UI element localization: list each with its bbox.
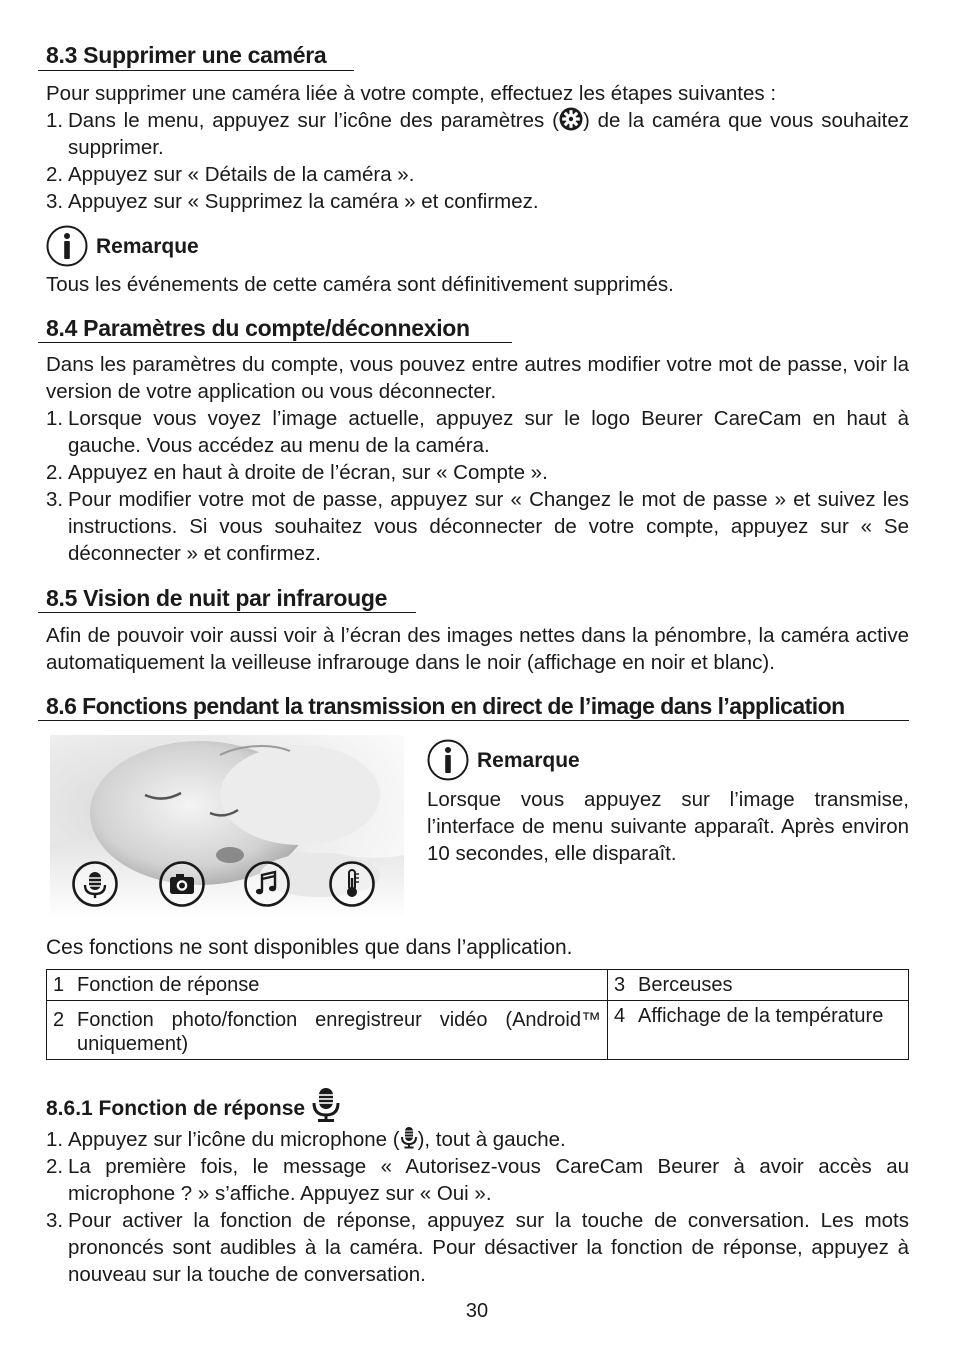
table-cell bbox=[608, 970, 909, 1001]
section-8-6-1-title: 8.6.1 Fonction de réponse bbox=[46, 1097, 306, 1120]
step-number: 3. bbox=[46, 190, 64, 213]
section-8-4-steps bbox=[46, 405, 909, 567]
section-8-5-text: Afin de pouvoir voir aussi voir à l’écran des images nettes dans la pénombre, la caméra active automatiquement la veilleuse infrarouge dans le noir (affichage en noir et blanc). bbox=[46, 624, 909, 674]
live-image-photo bbox=[50, 735, 404, 919]
step-number: 1. bbox=[46, 1128, 64, 1151]
section-8-4-title: 8.4 Paramètres du compte/déconnexion bbox=[46, 315, 470, 341]
note-label: Remarque bbox=[96, 234, 199, 258]
step-text: Lorsque vous voyez l’image actuelle, appuyez sur le logo Beurer CareCam en haut à gauche. Vous accédez au menu de la caméra. bbox=[68, 407, 909, 457]
step-text: Appuyez sur l’icône du microphone ( bbox=[68, 1128, 400, 1151]
step-text: Dans le menu, appuyez sur l’icône des paramètres ( bbox=[68, 109, 559, 132]
list-item bbox=[46, 1207, 909, 1288]
camera-icon[interactable] bbox=[159, 861, 205, 907]
section-8-3-steps bbox=[46, 107, 909, 215]
section-divider bbox=[38, 720, 909, 721]
note-header bbox=[427, 739, 580, 781]
cell-text: Fonction de réponse bbox=[77, 974, 260, 996]
info-icon bbox=[46, 225, 88, 267]
mic-icon[interactable] bbox=[72, 861, 118, 907]
gear-icon bbox=[559, 107, 583, 131]
table-cell bbox=[47, 970, 608, 1001]
step-number: 1. bbox=[46, 109, 64, 132]
step-text: ), tout à gauche. bbox=[417, 1128, 566, 1151]
cell-text: Affichage de la température bbox=[638, 1005, 884, 1027]
step-text: Pour activer la fonction de réponse, appuyez sur la touche de conversation. Les mots prononcés sont audibles à la caméra. Pour désactiver la fonction de réponse, appuyez à nouveau sur la touche de conversation. bbox=[68, 1209, 909, 1286]
step-number: 2. bbox=[46, 163, 64, 186]
lullaby-music-icon[interactable] bbox=[244, 861, 290, 907]
cell-number: 3 bbox=[614, 974, 626, 996]
note-text: Lorsque vous appuyez sur l’image transmise, l’interface de menu suivante apparaît. Après environ 10 secondes, elle disparaît. bbox=[427, 788, 909, 865]
info-icon bbox=[427, 739, 469, 781]
note-header bbox=[46, 225, 199, 267]
availability-text: Ces fonctions ne sont disponibles que dans l’application. bbox=[46, 936, 573, 959]
table-row bbox=[47, 1001, 909, 1060]
section-divider bbox=[38, 70, 354, 71]
microphone-icon bbox=[400, 1126, 418, 1150]
section-8-6-1-heading bbox=[46, 1086, 341, 1124]
cell-number: 4 bbox=[614, 1005, 626, 1027]
section-8-3-intro: Pour supprimer une caméra liée à votre compte, effectuez les étapes suivantes : bbox=[46, 82, 777, 105]
section-divider bbox=[38, 612, 416, 613]
section-8-3-title: 8.3 Supprimer une caméra bbox=[46, 42, 327, 68]
functions-table bbox=[46, 969, 909, 1060]
step-number: 1. bbox=[46, 407, 64, 430]
step-text: Appuyez sur « Supprimez la caméra » et confirmez. bbox=[68, 190, 539, 213]
section-8-6-title: 8.6 Fonctions pendant la transmission en direct de l’image dans l’application bbox=[46, 693, 845, 719]
list-item bbox=[46, 1153, 909, 1207]
cell-number: 1 bbox=[53, 974, 65, 996]
step-number: 2. bbox=[46, 1155, 64, 1178]
step-text: Pour modifier votre mot de passe, appuyez sur « Changez le mot de passe » et suivez les instructions. Si vous souhaitez vous déconnecter de votre compte, appuyez sur « Se déconnecter » et confirmez. bbox=[68, 488, 909, 565]
list-item bbox=[46, 161, 909, 188]
table-cell bbox=[47, 1001, 608, 1060]
step-text: Appuyez en haut à droite de l’écran, sur « Compte ». bbox=[68, 461, 548, 484]
section-8-6-1-steps bbox=[46, 1126, 909, 1288]
step-number: 3. bbox=[46, 1209, 64, 1232]
list-item bbox=[46, 486, 909, 567]
table-row bbox=[47, 970, 909, 1001]
step-text: ) de la caméra que vous souhaitez supprimer. bbox=[68, 109, 909, 159]
note-text: Tous les événements de cette caméra sont définitivement supprimés. bbox=[46, 273, 674, 296]
table-cell bbox=[608, 1001, 909, 1060]
cell-text: Berceuses bbox=[638, 974, 733, 996]
list-item bbox=[46, 188, 909, 215]
list-item bbox=[46, 405, 909, 459]
microphone-icon bbox=[311, 1086, 341, 1124]
thermometer-icon[interactable] bbox=[329, 861, 375, 907]
list-item bbox=[46, 107, 909, 161]
section-divider bbox=[38, 342, 512, 343]
note-label: Remarque bbox=[477, 748, 580, 772]
step-text: La première fois, le message « Autorisez-vous CareCam Beurer à avoir accès au microphone ? » s’affiche. Appuyez sur « Oui ». bbox=[68, 1155, 909, 1205]
section-8-5-title: 8.5 Vision de nuit par infrarouge bbox=[46, 585, 388, 611]
list-item bbox=[46, 459, 909, 486]
cell-number: 2 bbox=[53, 1009, 65, 1031]
step-text: Appuyez sur « Détails de la caméra ». bbox=[68, 163, 415, 186]
page-number: 30 bbox=[465, 1300, 489, 1322]
step-number: 3. bbox=[46, 488, 64, 511]
cell-text: Fonction photo/fonction enregistreur vidéo (Android™ uniquement) bbox=[77, 1009, 601, 1055]
step-number: 2. bbox=[46, 461, 64, 484]
section-8-4-intro: Dans les paramètres du compte, vous pouvez entre autres modifier votre mot de passe, voir la version de votre application ou vous déconnecter. bbox=[46, 353, 909, 403]
list-item bbox=[46, 1126, 909, 1153]
